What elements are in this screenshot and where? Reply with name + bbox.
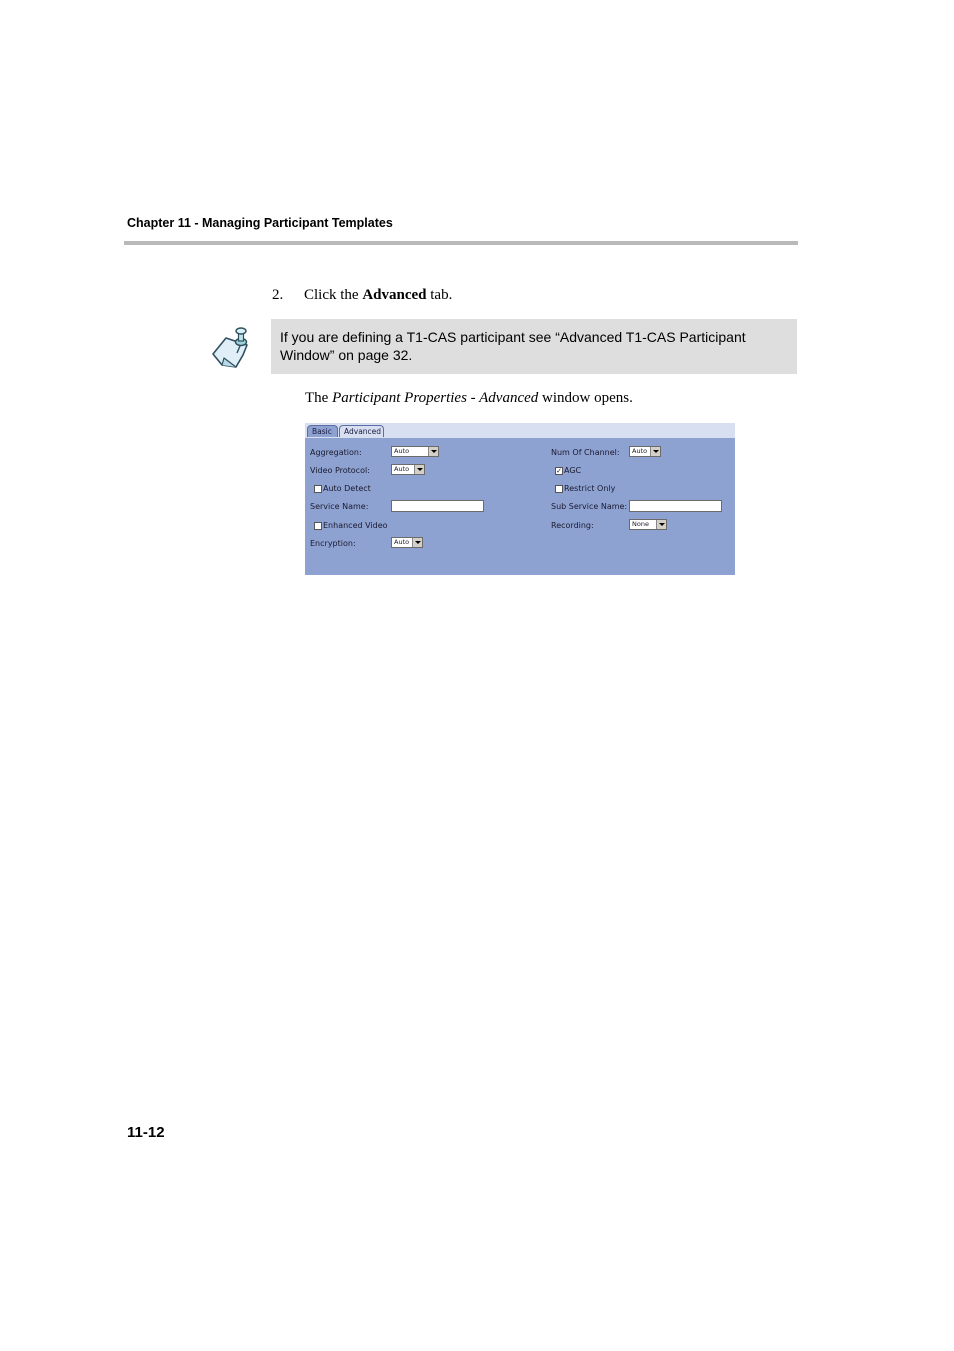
step-text-bold: Advanced	[362, 287, 427, 303]
aggregation-select[interactable]	[391, 446, 439, 457]
auto-detect-checkbox[interactable]	[314, 485, 322, 493]
enhanced-video-checkbox[interactable]	[314, 522, 322, 530]
page-number: 11-12	[127, 1124, 165, 1141]
service-name-input[interactable]	[391, 500, 484, 512]
pushpin-note-icon	[210, 325, 258, 371]
tab-basic[interactable]: Basic	[307, 425, 338, 437]
para-window-name: Participant Properties - Advanced	[332, 390, 539, 406]
restrict-only-label: Restrict Only	[564, 484, 616, 493]
chevron-down-icon[interactable]	[412, 538, 422, 547]
video-protocol-select[interactable]	[391, 464, 425, 475]
video-protocol-value: Auto	[394, 465, 410, 473]
para-text-before: The	[305, 390, 333, 406]
header-rule	[124, 241, 798, 245]
step-text-after: tab.	[426, 287, 453, 303]
auto-detect-label: Auto Detect	[323, 484, 371, 493]
encryption-select[interactable]	[391, 537, 423, 548]
num-of-channel-select[interactable]	[629, 446, 661, 457]
window-opens-paragraph	[305, 390, 633, 407]
num-of-channel-value: Auto	[632, 447, 648, 455]
tab-advanced[interactable]: Advanced	[339, 425, 384, 437]
agc-checkbox[interactable]: ✓	[556, 467, 562, 475]
para-text-after: window opens.	[538, 390, 633, 406]
chevron-down-icon[interactable]	[414, 465, 424, 474]
sub-service-name-input[interactable]	[629, 500, 722, 512]
tab-strip	[305, 423, 735, 439]
recording-label: Recording:	[551, 521, 594, 530]
encryption-value: Auto	[394, 538, 410, 546]
enhanced-video-label: Enhanced Video	[323, 521, 388, 530]
participant-properties-advanced-window	[305, 423, 735, 575]
chapter-header: Chapter 11 - Managing Participant Templates	[127, 216, 393, 230]
num-of-channel-label: Num Of Channel:	[551, 448, 620, 457]
recording-select[interactable]	[629, 519, 667, 530]
step-text-before: Click the	[304, 287, 363, 303]
chevron-down-icon[interactable]	[656, 520, 666, 529]
video-protocol-label: Video Protocol:	[310, 466, 370, 475]
aggregation-label: Aggregation:	[310, 448, 362, 457]
step-number: 2.	[272, 287, 284, 303]
step-instruction	[272, 287, 452, 304]
chevron-down-icon[interactable]	[650, 447, 660, 456]
service-name-label: Service Name:	[310, 502, 369, 511]
encryption-label: Encryption:	[310, 539, 356, 548]
agc-label: AGC	[564, 466, 582, 475]
chevron-down-icon[interactable]	[428, 447, 438, 456]
sub-service-name-label: Sub Service Name:	[551, 502, 628, 511]
restrict-only-checkbox[interactable]	[555, 485, 563, 493]
aggregation-value: Auto	[394, 447, 410, 455]
recording-value: None	[632, 520, 649, 528]
note-box: If you are defining a T1-CAS participant see “Advanced T1-CAS Participant Window” on page 32.	[271, 319, 797, 374]
